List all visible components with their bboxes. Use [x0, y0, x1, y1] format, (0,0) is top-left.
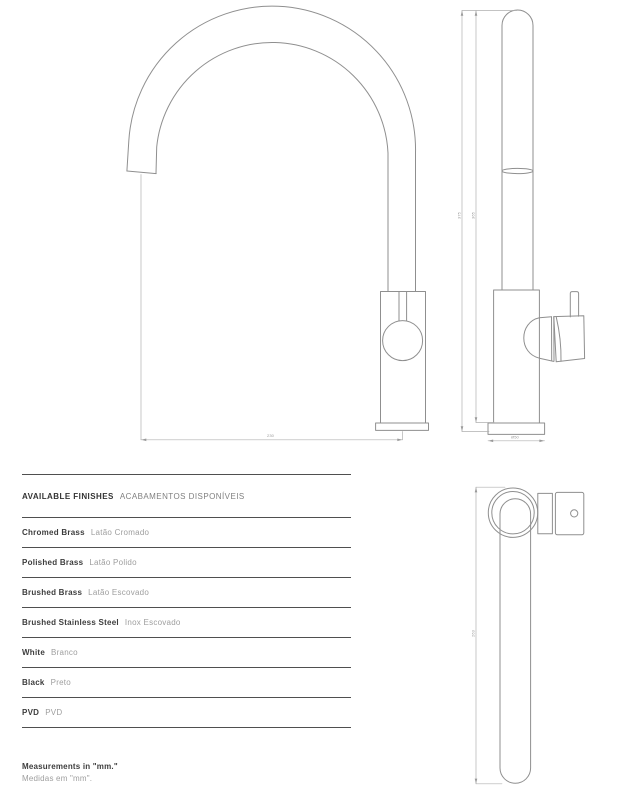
finish-name-pt: Latão Escovado — [88, 588, 150, 597]
side-base-dimension-label: Ø50 — [511, 434, 519, 440]
finish-row-pvd — [22, 698, 351, 728]
finishes-header-en: AVAILABLE FINISHES — [22, 491, 114, 501]
front-spout-cut — [127, 171, 156, 174]
front-arch-inner — [156, 42, 388, 291]
front-base-plate — [376, 423, 429, 430]
top-handle-hole — [571, 510, 578, 517]
finish-row-black — [22, 668, 351, 698]
finish-row-brushed-brass — [22, 578, 351, 608]
side-height-b-dimension-label: 365 — [470, 212, 476, 219]
top-handle-head — [555, 492, 583, 534]
top-spout-arm — [500, 499, 531, 784]
front-reach-dimension-label: 230 — [267, 433, 274, 439]
finish-row-polished-brass — [22, 548, 351, 578]
finish-name-pt: Inox Escovado — [124, 618, 181, 627]
finish-name-pt: Latão Cromado — [90, 528, 150, 537]
finishes-table — [22, 474, 351, 728]
measurements-note-en: Measurements in "mm." — [22, 762, 118, 771]
side-tube-joint — [502, 168, 533, 173]
front-body-outline — [381, 292, 426, 424]
finish-name-pt: PVD — [45, 708, 63, 717]
finish-name-en: White — [22, 648, 46, 657]
side-body-outline — [494, 290, 540, 423]
finish-name-pt: Branco — [51, 648, 78, 657]
front-view-drawing — [127, 6, 429, 441]
finish-name-en: Chromed Brass — [22, 528, 85, 537]
finish-name-pt: Latão Polido — [89, 558, 137, 567]
finish-row-white — [22, 638, 351, 668]
finish-name-en: PVD — [22, 708, 40, 717]
measurements-note-pt: Medidas em "mm". — [22, 773, 93, 783]
top-depth-dimension-label: 263 — [470, 630, 476, 637]
side-handle-bulge — [524, 318, 540, 358]
side-lever-stick — [570, 292, 578, 317]
front-arch-outer — [127, 6, 416, 291]
side-dimension-arrows — [461, 11, 545, 442]
finish-name-en: Polished Brass — [22, 558, 84, 567]
measurements-note — [22, 761, 118, 784]
side-base-plate — [488, 423, 545, 434]
finish-name-pt: Preto — [50, 678, 71, 687]
finishes-header-pt: ACABAMENTOS DISPONÍVEIS — [119, 491, 245, 501]
side-handle-block — [554, 316, 585, 362]
finish-name-en: Brushed Stainless Steel — [22, 618, 119, 627]
finishes-table-header — [22, 475, 351, 518]
side-handle-divider — [552, 317, 555, 362]
side-height-a-dimension-label: 375 — [456, 212, 462, 219]
finish-name-en: Brushed Brass — [22, 588, 83, 597]
top-base-ring-inner — [492, 492, 534, 534]
top-view-drawing — [471, 487, 584, 784]
top-handle-connector — [538, 493, 553, 533]
top-dimension-lines — [476, 487, 505, 784]
finish-row-brushed-stainless-steel — [22, 608, 351, 638]
side-tube-outline — [502, 10, 533, 290]
side-dimension-lines — [462, 11, 545, 441]
front-cartridge-slot — [399, 292, 407, 322]
side-view-drawing — [457, 10, 585, 442]
finish-name-en: Black — [22, 678, 45, 687]
side-handle-inner-curve — [556, 317, 561, 361]
finish-row-chromed-brass — [22, 518, 351, 548]
front-handle-dial — [383, 321, 423, 361]
front-dimension-lines — [141, 175, 403, 440]
